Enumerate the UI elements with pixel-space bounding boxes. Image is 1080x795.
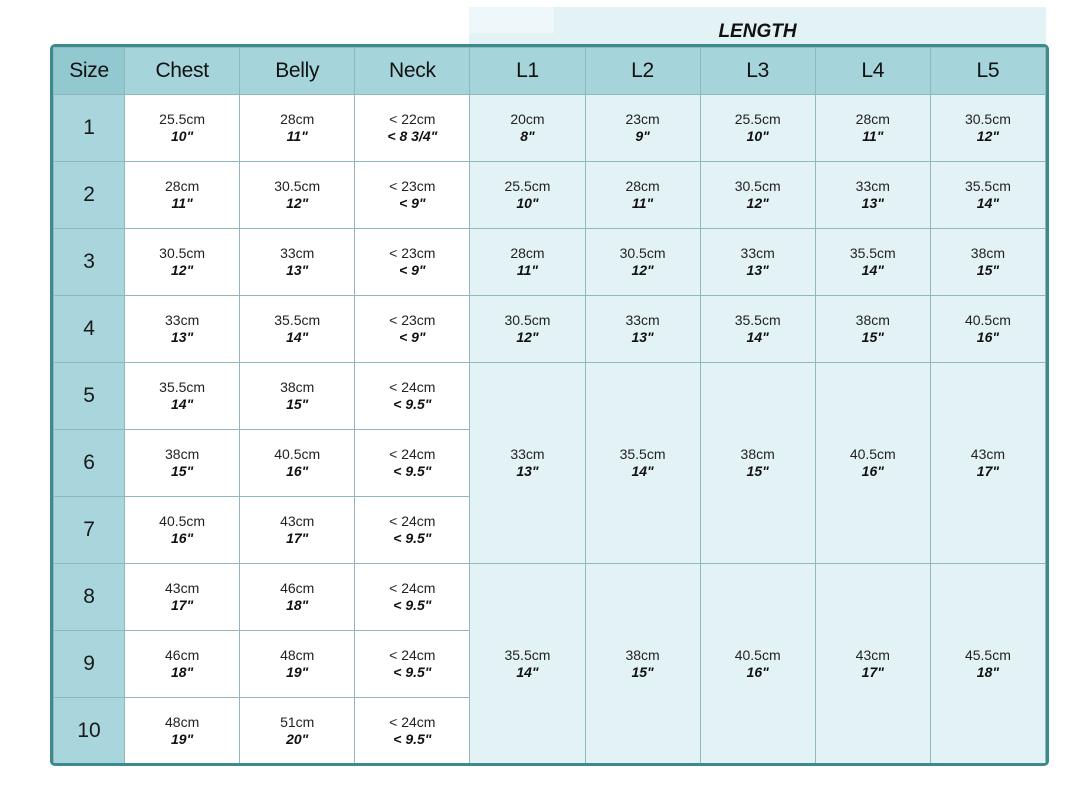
inch-value: 10" <box>516 195 539 211</box>
neck-cell <box>355 229 470 296</box>
inch-value: 11" <box>631 195 654 211</box>
chest-cell <box>125 564 240 631</box>
cm-value: 33cm <box>625 312 660 328</box>
cm-value: 33cm <box>510 446 545 462</box>
cm-value: 38cm <box>855 312 890 328</box>
l2-merged-cell <box>585 564 700 765</box>
inch-value: 18" <box>286 597 309 613</box>
table-row <box>54 363 1046 430</box>
inch-value: 18" <box>171 664 194 680</box>
cm-value: 25.5cm <box>504 178 551 194</box>
size-cell: 7 <box>54 497 125 564</box>
inch-value: 17" <box>286 530 309 546</box>
inch-value: 19" <box>171 731 194 747</box>
inch-value: 15" <box>631 664 654 680</box>
l5-cell <box>930 95 1045 162</box>
inch-value: 10" <box>746 128 769 144</box>
inch-value: < 9.5" <box>393 463 432 479</box>
l5-merged-cell <box>930 363 1045 564</box>
cm-value: 48cm <box>280 647 315 663</box>
cm-value: 35.5cm <box>504 647 551 663</box>
l1-cell <box>470 229 585 296</box>
cm-value: 35.5cm <box>159 379 206 395</box>
header-l5: L5 <box>930 48 1045 95</box>
cm-value: < 23cm <box>389 312 436 328</box>
inch-value: 16" <box>286 463 309 479</box>
l5-cell <box>930 296 1045 363</box>
chest-cell <box>125 430 240 497</box>
inch-value: 12" <box>286 195 309 211</box>
neck-cell <box>355 497 470 564</box>
cm-value: 20cm <box>510 111 545 127</box>
cm-value: 28cm <box>165 178 200 194</box>
cm-value: 35.5cm <box>734 312 781 328</box>
inch-value: 8" <box>520 128 535 144</box>
cm-value: 45.5cm <box>964 647 1011 663</box>
belly-cell <box>240 296 355 363</box>
neck-cell <box>355 95 470 162</box>
belly-cell <box>240 95 355 162</box>
header-l1: L1 <box>470 48 585 95</box>
size-cell: 10 <box>54 698 125 765</box>
length-band <box>469 7 1046 44</box>
cm-value: < 24cm <box>389 714 436 730</box>
cm-value: < 24cm <box>389 580 436 596</box>
l4-cell <box>815 229 930 296</box>
inch-value: < 9.5" <box>393 597 432 613</box>
size-cell: 3 <box>54 229 125 296</box>
cm-value: 43cm <box>855 647 890 663</box>
l4-merged-cell <box>815 564 930 765</box>
neck-cell <box>355 296 470 363</box>
size-cell: 2 <box>54 162 125 229</box>
l1-cell <box>470 162 585 229</box>
table-row <box>54 564 1046 631</box>
table-row <box>54 296 1046 363</box>
cm-value: 40.5cm <box>734 647 781 663</box>
l3-cell <box>700 296 815 363</box>
header-size: Size <box>54 48 125 95</box>
belly-cell <box>240 162 355 229</box>
inch-value: 12" <box>516 329 539 345</box>
cm-value: < 24cm <box>389 513 436 529</box>
length-header-label: LENGTH <box>718 21 797 42</box>
inch-value: 16" <box>171 530 194 546</box>
inch-value: 19" <box>286 664 309 680</box>
neck-cell <box>355 698 470 765</box>
size-cell: 1 <box>54 95 125 162</box>
cm-value: 46cm <box>165 647 200 663</box>
chest-cell <box>125 497 240 564</box>
inch-value: 16" <box>746 664 769 680</box>
inch-value: 20" <box>286 731 309 747</box>
cm-value: 33cm <box>165 312 200 328</box>
l4-cell <box>815 162 930 229</box>
cm-value: < 24cm <box>389 647 436 663</box>
cm-value: < 23cm <box>389 178 436 194</box>
l3-cell <box>700 229 815 296</box>
l1-cell <box>470 95 585 162</box>
inch-value: < 9.5" <box>393 396 432 412</box>
table-row <box>54 162 1046 229</box>
inch-value: 15" <box>861 329 884 345</box>
cm-value: 38cm <box>165 446 200 462</box>
chest-cell <box>125 631 240 698</box>
cm-value: 43cm <box>165 580 200 596</box>
l2-merged-cell <box>585 363 700 564</box>
neck-cell <box>355 363 470 430</box>
cm-value: 38cm <box>625 647 660 663</box>
inch-value: 9" <box>635 128 650 144</box>
header-belly: Belly <box>240 48 355 95</box>
chest-cell <box>125 229 240 296</box>
chest-cell <box>125 363 240 430</box>
inch-value: 13" <box>171 329 194 345</box>
inch-value: 14" <box>861 262 884 278</box>
inch-value: 11" <box>171 195 193 211</box>
cm-value: < 24cm <box>389 379 436 395</box>
header-row <box>54 48 1046 95</box>
inch-value: 13" <box>286 262 309 278</box>
inch-value: 13" <box>861 195 884 211</box>
inch-value: 14" <box>516 664 539 680</box>
cm-value: 46cm <box>280 580 315 596</box>
belly-cell <box>240 430 355 497</box>
belly-cell <box>240 363 355 430</box>
inch-value: 15" <box>286 396 309 412</box>
belly-cell <box>240 698 355 765</box>
cm-value: 40.5cm <box>274 446 321 462</box>
cm-value: 43cm <box>280 513 315 529</box>
cm-value: 30.5cm <box>734 178 781 194</box>
cm-value: 33cm <box>855 178 890 194</box>
inch-value: 15" <box>746 463 769 479</box>
belly-cell <box>240 564 355 631</box>
l5-cell <box>930 229 1045 296</box>
belly-cell <box>240 631 355 698</box>
cm-value: 28cm <box>510 245 545 261</box>
inch-value: < 9.5" <box>393 664 432 680</box>
cm-value: 35.5cm <box>849 245 896 261</box>
cm-value: 33cm <box>740 245 775 261</box>
inch-value: 11" <box>516 262 539 278</box>
cm-value: 25.5cm <box>734 111 781 127</box>
cm-value: < 22cm <box>389 111 436 127</box>
l5-cell <box>930 162 1045 229</box>
cm-value: 40.5cm <box>849 446 896 462</box>
cm-value: 35.5cm <box>964 178 1011 194</box>
neck-cell <box>355 430 470 497</box>
cm-value: 30.5cm <box>504 312 551 328</box>
l2-cell <box>585 296 700 363</box>
inch-value: < 9.5" <box>393 731 432 747</box>
inch-value: 12" <box>171 262 194 278</box>
cm-value: < 24cm <box>389 446 436 462</box>
belly-cell <box>240 497 355 564</box>
cm-value: < 23cm <box>389 245 436 261</box>
cm-value: 28cm <box>280 111 315 127</box>
l3-cell <box>700 95 815 162</box>
size-cell: 6 <box>54 430 125 497</box>
inch-value: 16" <box>861 463 884 479</box>
inch-value: 17" <box>861 664 884 680</box>
cm-value: 35.5cm <box>274 312 321 328</box>
size-chart-table <box>50 44 1049 766</box>
inch-value: 11" <box>286 128 308 144</box>
header-neck: Neck <box>355 48 470 95</box>
inch-value: 12" <box>746 195 769 211</box>
inch-value: 12" <box>976 128 1000 144</box>
size-cell: 4 <box>54 296 125 363</box>
cm-value: 40.5cm <box>159 513 206 529</box>
inch-value: 13" <box>516 463 539 479</box>
neck-cell <box>355 564 470 631</box>
cm-value: 38cm <box>740 446 775 462</box>
header-l2: L2 <box>585 48 700 95</box>
inch-value: 14" <box>171 396 194 412</box>
cm-value: 43cm <box>970 446 1006 462</box>
table-body <box>54 95 1046 765</box>
l3-cell <box>700 162 815 229</box>
neck-cell <box>355 631 470 698</box>
chest-cell <box>125 698 240 765</box>
inch-value: 14" <box>286 329 309 345</box>
inch-value: 17" <box>171 597 194 613</box>
cm-value: 30.5cm <box>274 178 321 194</box>
inch-value: 14" <box>976 195 1000 211</box>
inch-value: 13" <box>631 329 654 345</box>
inch-value: 11" <box>862 128 884 144</box>
l1-cell <box>470 296 585 363</box>
l2-cell <box>585 162 700 229</box>
inch-value: 15" <box>171 463 194 479</box>
header-chest: Chest <box>125 48 240 95</box>
cm-value: 51cm <box>280 714 315 730</box>
header-l4: L4 <box>815 48 930 95</box>
l3-merged-cell <box>700 363 815 564</box>
inch-value: 17" <box>976 463 1000 479</box>
inch-value: 18" <box>976 664 1000 680</box>
cm-value: 33cm <box>280 245 315 261</box>
l1-merged-cell <box>470 363 585 564</box>
cm-value: 35.5cm <box>619 446 666 462</box>
cm-value: 28cm <box>855 111 890 127</box>
inch-value: < 8 3/4" <box>387 128 438 144</box>
inch-value: 13" <box>746 262 769 278</box>
header-l3: L3 <box>700 48 815 95</box>
l5-merged-cell <box>930 564 1045 765</box>
l2-cell <box>585 95 700 162</box>
inch-value: < 9" <box>399 329 426 345</box>
l4-cell <box>815 95 930 162</box>
inch-value: 10" <box>171 128 194 144</box>
inch-value: < 9.5" <box>393 530 432 546</box>
length-header <box>469 21 1046 43</box>
inch-value: 16" <box>976 329 1000 345</box>
inch-value: 14" <box>746 329 769 345</box>
size-cell: 5 <box>54 363 125 430</box>
size-cell: 8 <box>54 564 125 631</box>
inch-value: 15" <box>976 262 1000 278</box>
cm-value: 38cm <box>280 379 315 395</box>
chest-cell <box>125 162 240 229</box>
inch-value: < 9" <box>399 195 426 211</box>
table-row <box>54 229 1046 296</box>
neck-cell <box>355 162 470 229</box>
inch-value: 12" <box>631 262 654 278</box>
cm-value: 30.5cm <box>964 111 1011 127</box>
cm-value: 23cm <box>625 111 660 127</box>
cm-value: 25.5cm <box>159 111 206 127</box>
inch-value: 14" <box>631 463 654 479</box>
l3-merged-cell <box>700 564 815 765</box>
l4-cell <box>815 296 930 363</box>
chest-cell <box>125 95 240 162</box>
cm-value: 28cm <box>625 178 660 194</box>
cm-value: 30.5cm <box>159 245 206 261</box>
l2-cell <box>585 229 700 296</box>
inch-value: < 9" <box>399 262 426 278</box>
cm-value: 38cm <box>970 245 1006 261</box>
l1-merged-cell <box>470 564 585 765</box>
size-cell: 9 <box>54 631 125 698</box>
cm-value: 30.5cm <box>619 245 666 261</box>
l4-merged-cell <box>815 363 930 564</box>
cm-value: 48cm <box>165 714 200 730</box>
chest-cell <box>125 296 240 363</box>
cm-value: 40.5cm <box>964 312 1011 328</box>
belly-cell <box>240 229 355 296</box>
table-row <box>54 95 1046 162</box>
